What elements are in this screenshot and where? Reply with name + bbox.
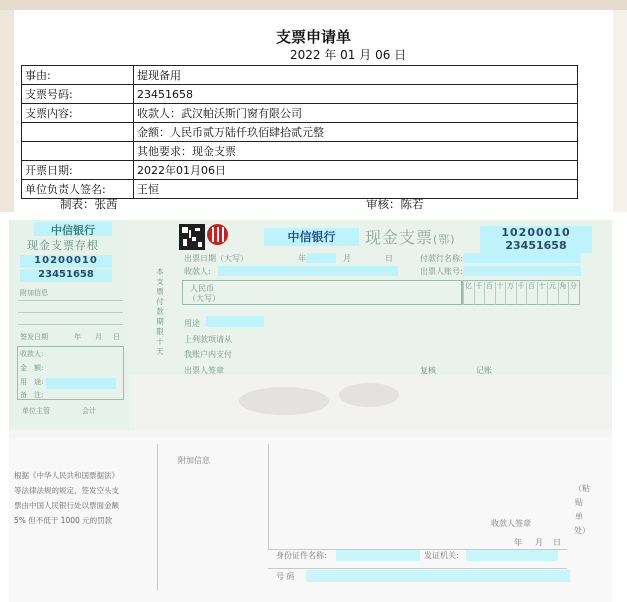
issuing-office-fill [466, 550, 558, 561]
cheque-code: 10200010 [480, 226, 592, 239]
stub-number: 23451658 [20, 269, 112, 282]
digit-label: 千 [474, 282, 484, 305]
rmb-label: 人民币 [190, 284, 214, 293]
purpose-fill [206, 316, 264, 327]
stamp-shadow [339, 383, 399, 407]
qr-code-icon [179, 224, 205, 250]
digit-label: 亿 [463, 282, 473, 305]
row-label: 事由: [22, 66, 134, 85]
stub-line [18, 300, 123, 301]
date-fill [306, 253, 336, 263]
auditor-signature: 审核：陈若 [366, 197, 424, 211]
payee-sign-label: 收款人签章 [491, 519, 531, 528]
review-label: 复核 [420, 366, 436, 375]
scan-edge-top [0, 0, 627, 10]
issue-month: 月 [343, 254, 351, 263]
id-name-label: 身份证件名称: [276, 551, 327, 560]
id-number-label: 号 码 [276, 572, 295, 581]
stub-accountant: 会计 [82, 407, 96, 415]
row-label [22, 123, 134, 142]
digit-label: 分 [568, 282, 578, 305]
row-value: 23451658 [134, 85, 578, 104]
cheque-application-form [0, 0, 627, 212]
stub-extra-info-label: 附加信息 [20, 289, 48, 297]
stub-line [18, 312, 123, 313]
form-table [21, 65, 578, 199]
stub-year: 年 [74, 333, 81, 341]
digit-label: 元 [547, 282, 557, 305]
drawer-account-label: 出票人账号: [420, 267, 463, 276]
row-value: 王恒 [134, 180, 578, 199]
legal-notice: 根据《中华人民共和国票据法》等法律法规的规定，签发空头支票由中国人民银行处以票面金额 5% 但不低于 1000 元的罚款 [14, 471, 119, 525]
digit-label: 角 [558, 282, 568, 305]
id-number-fill [306, 570, 570, 582]
digit-label: 百 [526, 282, 536, 305]
digit-label: 十 [537, 282, 547, 305]
row-value: 2022年01月06日 [134, 161, 578, 180]
row-label: 支票内容: [22, 104, 134, 123]
table-row [22, 142, 578, 161]
paste-note: （粘贴单处） [574, 484, 590, 535]
stub-payee-label: 收款人: [20, 350, 44, 358]
table-row [22, 104, 578, 123]
payment-period-note: 本支票付款期限十天 [156, 267, 164, 356]
row-label: 单位负责人签名: [22, 180, 134, 199]
row-value: 金额：人民币贰万陆仟玖佰肆拾贰元整 [134, 123, 578, 142]
stamp-area [129, 375, 612, 430]
stub-amount-label: 金 额: [20, 364, 44, 372]
issue-day: 日 [385, 254, 393, 263]
stub-day: 日 [113, 333, 120, 341]
payer-bank-fill [463, 253, 581, 263]
cheque-number: 23451658 [480, 239, 592, 253]
id-name-fill [336, 550, 420, 561]
stub-issue-date-label: 签发日期 [20, 333, 48, 341]
cheque-title: 现金支票(鄂) [365, 228, 456, 247]
row-value: 收款人：武汉帕沃斯门窗有限公司 [134, 104, 578, 123]
endorsement-line [268, 568, 567, 569]
digit-label: 千 [516, 282, 526, 305]
bank-logo-icon [207, 224, 228, 245]
cash-cheque [0, 212, 627, 602]
amount-digit-grid [462, 280, 580, 305]
row-label: 支票号码: [22, 85, 134, 104]
stub-code: 10200010 [20, 255, 112, 268]
endorsement-divider [268, 444, 269, 549]
stub-purpose-fill [46, 378, 116, 389]
stub-unit-head: 单位主管 [22, 407, 50, 415]
stub-note-label: 备 注: [20, 391, 44, 399]
row-label: 开票日期: [22, 161, 134, 180]
bank-name: 中信银行 [264, 228, 359, 246]
row-value: 提现备用 [134, 66, 578, 85]
stub-line [18, 324, 123, 325]
form-date: 2022 年 01 月 06 日 [290, 48, 407, 62]
account-pay-label: 我账户内支付 [184, 350, 232, 359]
digit-label: 万 [505, 282, 515, 305]
back-day: 日 [553, 538, 561, 547]
stub-title: 现金支票存根 [27, 239, 99, 252]
bookkeeper-label: 记账 [476, 366, 492, 375]
table-row [22, 85, 578, 104]
purpose-label: 用途 [184, 319, 200, 328]
maker-signature: 制表：张茜 [60, 197, 118, 211]
back-month: 月 [535, 538, 543, 547]
row-label [22, 142, 134, 161]
back-extra-info-label: 附加信息 [178, 456, 210, 465]
table-row [22, 161, 578, 180]
stub-purpose-label: 用 途: [20, 378, 44, 386]
stamp-shadow [239, 387, 329, 415]
back-year: 年 [514, 538, 522, 547]
amount-box [182, 280, 462, 305]
row-value: 其他要求：现金支票 [134, 142, 578, 161]
table-row [22, 123, 578, 142]
drawer-sign-label: 出票人签章 [184, 366, 224, 375]
stub-bank-name: 中信银行 [34, 222, 112, 236]
issue-date-label: 出票日期（大写） [184, 254, 248, 263]
payee-fill [218, 266, 398, 276]
table-row [22, 66, 578, 85]
stub-month: 月 [95, 333, 102, 341]
payer-bank-label: 付款行名称: [420, 254, 463, 263]
digit-label: 十 [495, 282, 505, 305]
payee-label: 收款人: [184, 267, 211, 276]
rmb-sub-label: （大写） [188, 294, 220, 303]
drawer-account-fill [463, 266, 581, 276]
form-title: 支票申请单 [275, 28, 351, 46]
cheque-edge [9, 430, 612, 438]
issuing-office-label: 发证机关: [424, 551, 459, 560]
issue-year: 年 [298, 254, 306, 263]
digit-label: 百 [484, 282, 494, 305]
above-amount-label: 上列款项请从 [184, 335, 232, 344]
